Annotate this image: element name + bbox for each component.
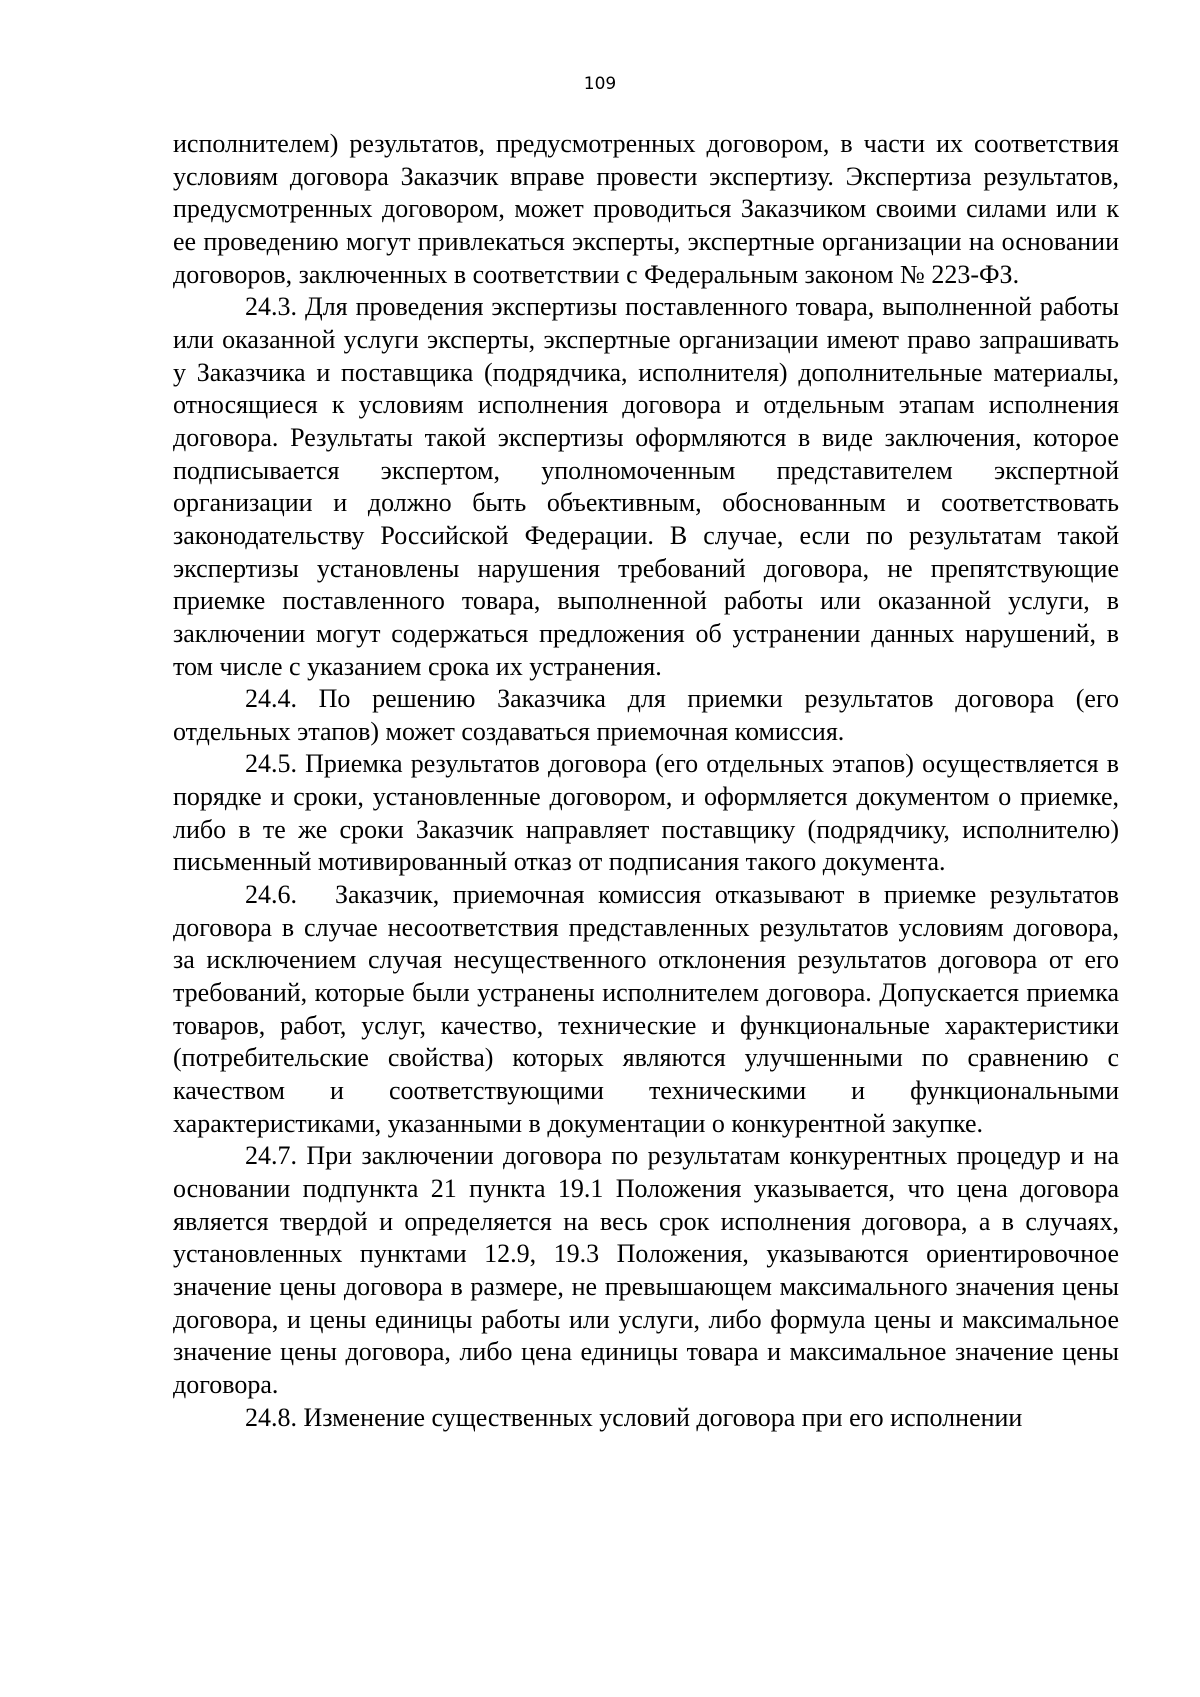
paragraph-continuation: исполнителем) результатов, предусмотренных договором, в части их соответствия условиям договора Заказчик вправе провести экспертизу. Экспертиза результатов, предусмотренных договором, может проводиться Заказчиком своими силами или к ее проведению могут привлекаться эксперты, экспертные организации на основании договоров, заключенных в соответствии с Федеральным законом № 223-ФЗ.: [173, 129, 1119, 289]
paragraph-24-7: 24.7. При заключении договора по результатам конкурентных процедур и на основании подпункта 21 пункта 19.1 Положения указывается, что цена договора является твердой и определяется на весь срок исполнения договора, а в случаях, установленных пунктами 12.9, 19.3 Положения, указываются ориентировочное значение цены договора в размере, не превышающем максимального значения цены договора, и цены единицы работы или услуги, либо формула цены и максимальное значение цены договора, либо цена единицы товара и максимальное значение цены договора.: [173, 1141, 1119, 1399]
paragraph-24-6: [173, 879, 1119, 1140]
document-body: [173, 128, 1119, 1434]
paragraph-24-3: 24.3. Для проведения экспертизы поставленного товара, выполненной работы или оказанной услуги эксперты, экспертные организации имеют право запрашивать у Заказчика и поставщика (подрядчика, исполнителя) дополнительные материалы, относящиеся к условиям исполнения договора и отдельным этапам исполнения договора. Результаты такой экспертизы оформляются в виде заключения, которое подписывается экспертом, уполномоченным представителем экспертной организации и должно быть объективным, обоснованным и соответствовать законодательству Российской Федерации. В случае, если по результатам такой экспертизы установлены нарушения требований договора, не препятствующие приемке поставленного товара, выполненной работы или оказанной услуги, в заключении могут содержаться предложения об устранении данных нарушений, в том числе с указанием срока их устранения.: [173, 292, 1119, 681]
page-number: 109: [583, 74, 617, 94]
paragraph-24-8: 24.8. Изменение существенных условий договора при его исполнении: [245, 1402, 1023, 1432]
paragraph-24-4: 24.4. По решению Заказчика для приемки результатов договора (его отдельных этапов) может создаваться приемочная комиссия.: [173, 684, 1119, 746]
paragraph-24-5: 24.5. Приемка результатов договора (его отдельных этапов) осуществляется в порядке и сроки, установленные договором, и оформляется документом о приемке, либо в те же сроки Заказчик направляет поставщику (подрядчику, исполнителю) письменный мотивированный отказ от подписания такого документа.: [173, 749, 1119, 877]
paragraph-24-6-text: Заказчик, приемочная комиссия отказывают в приемке результатов договора в случае несоответствия представленных результатов условиям договора, за исключением случая несущественного отклонения результатов договора от его требований, которые были устранены исполнителем договора. Допускается приемка товаров, работ, услуг, качество, технические и функциональные характеристики (потребительские свойства) которых являются улучшенными по сравнению с качеством и соответствующими техническими и функциональными характеристиками, указанными в документации о конкурентной закупке.: [173, 880, 1119, 1138]
paragraph-24-6-number: 24.6.: [245, 880, 297, 910]
